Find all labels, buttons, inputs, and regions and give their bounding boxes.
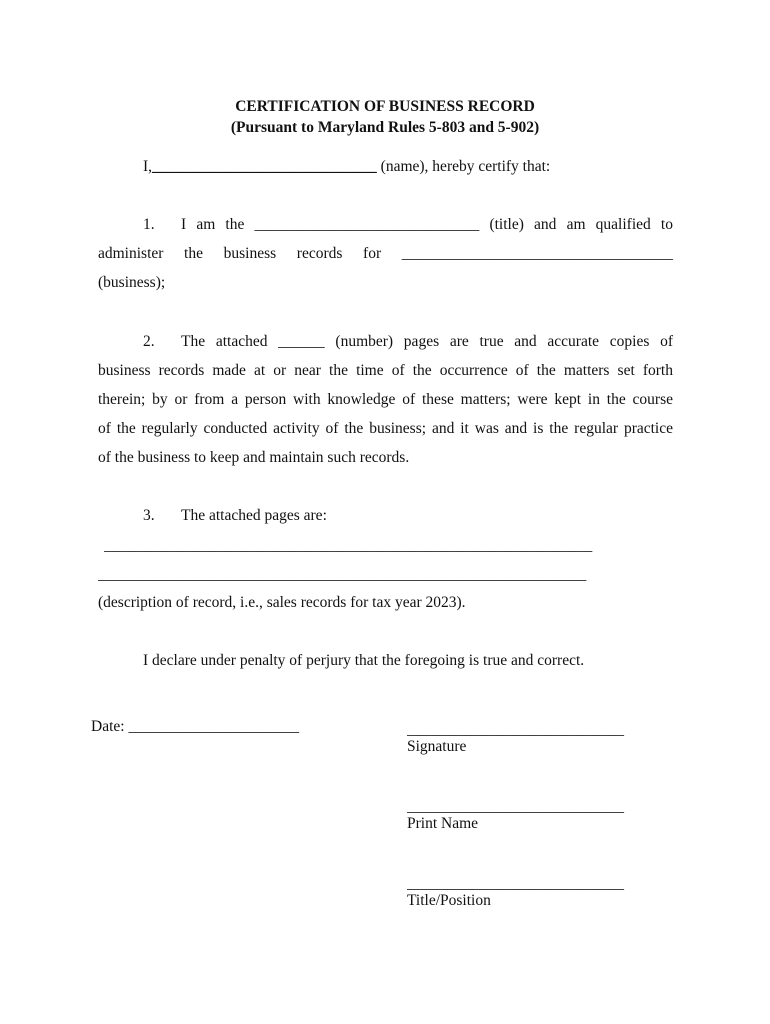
date-blank[interactable]: ______________________ [128,718,299,735]
signature-blank[interactable]: ____________________________ [407,721,624,738]
item1-line2: administer the business records for ___________________________________ [98,245,673,262]
item2-number: 2. [143,333,155,350]
item2-line1: The attached ______ (number) pages are true and accurate copies of [181,333,673,350]
item2-line3: therein; by or from a person with knowledge of these matters; were kept in the course [98,391,673,408]
item3-number: 3. [143,507,155,524]
item3-description: (description of record, i.e., sales records for tax year 2023). [98,594,466,611]
print-name-blank[interactable]: ____________________________ [407,798,624,815]
print-name-label: Print Name [407,815,479,832]
intro-line [143,158,550,176]
description-blank-2[interactable]: _______________________________________________________________ [98,566,587,583]
item3-label: The attached pages are: [181,507,327,524]
intro-suffix: (name), hereby certify that: [380,158,551,175]
item2-line4: of the regularly conducted activity of the business; and it was and is the regular practice [98,420,673,437]
document-subtitle: (Pursuant to Maryland Rules 5-803 and 5-902) [230,119,540,136]
title-position-blank[interactable]: ____________________________ [407,875,624,892]
item1-number: 1. [143,216,155,233]
intro-prefix: I, [143,158,153,175]
description-blank-1[interactable]: _______________________________________________________________ [104,537,593,554]
declaration-text: I declare under penalty of perjury that the foregoing is true and correct. [143,652,585,669]
title-position-label: Title/Position [407,892,491,909]
signature-label: Signature [407,738,467,755]
item2-line2: business records made at or near the time of the occurrence of the matters set forth [98,362,673,379]
date-label: Date: [91,718,125,735]
date-field [91,718,299,736]
name-blank[interactable]: _____________________________ [152,158,377,175]
item2-line5: of the business to keep and maintain such records. [98,449,410,466]
item1-line3: (business); [98,274,166,291]
document-title: CERTIFICATION OF BUSINESS RECORD [235,98,535,115]
item1-line1: I am the _____________________________ (title) and am qualified to [181,216,673,233]
